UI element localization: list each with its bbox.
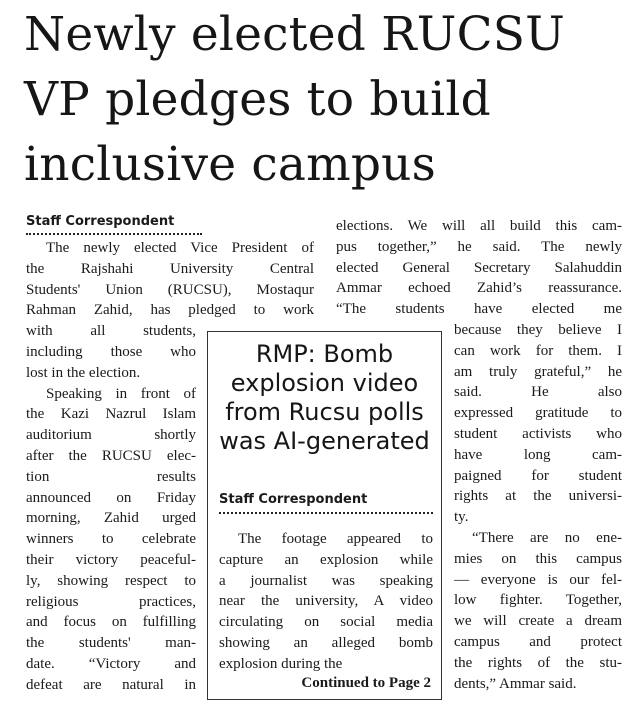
headline-line: Newly elected RUCSU [24, 7, 565, 62]
text-line: Rahman Zahid, has pledged to work [26, 302, 314, 319]
inset-byline: Staff Correspondent [219, 492, 368, 507]
text-line: campus and protect [454, 634, 622, 650]
text-line: date. “Victory and [26, 656, 196, 672]
text-line: Ammar echoed Zahid’s reassurance. [336, 280, 622, 297]
text-line: “The students have elected me [336, 301, 622, 318]
text-line: dents,” Ammar said. [454, 675, 577, 692]
text-line: Speaking in front of [46, 385, 196, 402]
text-line: because they believe I [454, 322, 622, 338]
text-line: lost in the election. [26, 364, 141, 381]
text-line: student activists who [454, 426, 622, 442]
text-line: and focus on fulfilling [26, 614, 196, 631]
text-line: am truly grateful,” he [454, 363, 622, 380]
text-line: the students' man- [26, 635, 196, 652]
text-line: “There are no ene- [472, 530, 622, 546]
text-line: rights at the universi- [454, 488, 622, 505]
text-line: elections. We will all build this cam- [336, 218, 622, 234]
inset-byline-divider [219, 512, 433, 514]
text-line: can work for them. I [454, 342, 622, 359]
text-line: The footage appeared to [238, 531, 433, 547]
inset-headline-line: was AI-generated [219, 427, 430, 455]
text-line: winners to celebrate [26, 531, 196, 548]
text-line: paigned for student [454, 467, 622, 484]
text-line: Students' Union (RUCSU), Mostaqur [26, 281, 314, 298]
text-line: explosion during the [219, 655, 343, 672]
headline-line: VP pledges to build [24, 72, 491, 127]
text-line: ly, showing respect to [26, 572, 196, 589]
text-line: with all students, [26, 323, 196, 340]
byline-divider [26, 233, 202, 235]
text-line: — everyone is our fel- [454, 571, 622, 588]
text-line: have long cam- [454, 446, 622, 463]
text-line: expressed gratitude to [454, 405, 622, 422]
inset-headline-line: from Rucsu polls [225, 398, 424, 426]
text-line: pus together,” he said. The newly [336, 238, 622, 255]
text-line: The newly elected Vice President of [46, 240, 314, 256]
text-line: circulating on social media [219, 614, 433, 631]
inset-headline-line: RMP: Bomb [255, 340, 394, 368]
text-line: tion results [26, 468, 196, 485]
inset-headline-line: explosion video [230, 369, 419, 397]
text-line: the rights of the stu- [454, 654, 622, 671]
text-line: religious practices, [26, 593, 196, 610]
text-line: we will create a dream [454, 613, 622, 630]
text-line: elected General Secretary Salahuddin [336, 259, 622, 276]
text-line: defeat are natural in [26, 676, 196, 693]
text-line: low fighter. Together, [454, 592, 622, 609]
text-line: morning, Zahid urged [26, 510, 196, 527]
text-line: the Kazi Nazrul Islam [26, 406, 196, 423]
text-line: including those who [26, 344, 196, 360]
text-line: showing an alleged bomb [219, 635, 433, 651]
text-line: auditorium shortly [26, 427, 196, 444]
text-line: ty. [454, 509, 469, 526]
headline [24, 2, 624, 197]
text-line: after the RUCSU elec- [26, 448, 196, 464]
text-line: capture an explosion while [219, 551, 433, 568]
text-line: announced on Friday [26, 489, 196, 506]
text-line: a journalist was speaking [219, 572, 433, 589]
text-line: their victory peaceful- [26, 552, 196, 568]
continued-link[interactable]: Continued to Page 2 [301, 675, 431, 691]
inset-headline [208, 340, 441, 456]
headline-line: inclusive campus [24, 137, 436, 192]
byline: Staff Correspondent [26, 214, 175, 229]
text-line: said. He also [454, 384, 622, 401]
text-line: mies on this campus [454, 550, 622, 567]
text-line: the Rajshahi University Central [26, 260, 314, 277]
inset-story-box [207, 331, 442, 700]
text-line: near the university, A video [219, 593, 433, 610]
